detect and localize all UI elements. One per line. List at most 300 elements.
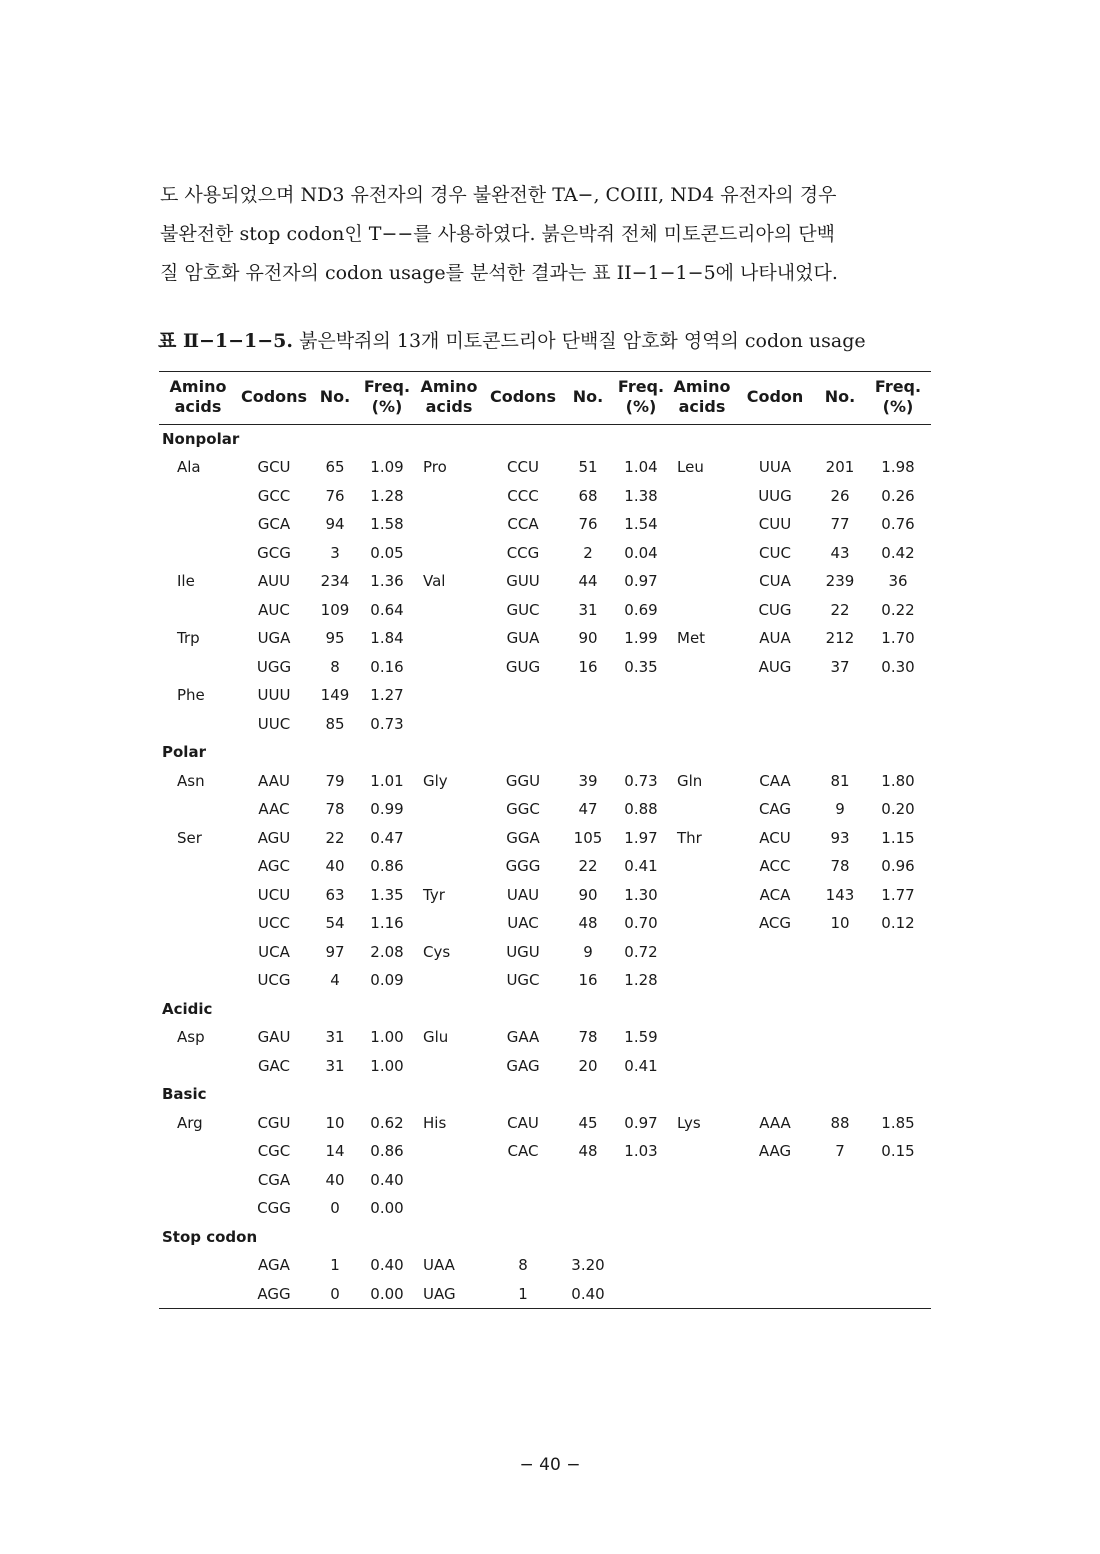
table-cell: 37 bbox=[830, 657, 850, 676]
table-cell bbox=[669, 966, 735, 995]
table-row bbox=[159, 596, 931, 625]
table-cell bbox=[415, 795, 483, 824]
table-cell bbox=[865, 938, 931, 967]
table-cell bbox=[483, 1194, 563, 1223]
category-label: Basic bbox=[162, 1085, 207, 1104]
table-cell: 1.28 bbox=[370, 486, 404, 505]
table-cell bbox=[483, 710, 563, 739]
table-row bbox=[159, 1052, 931, 1081]
table-cell: UAU bbox=[506, 885, 540, 904]
table-cell bbox=[865, 681, 931, 710]
table-cell bbox=[815, 966, 865, 995]
table-cell: 0.76 bbox=[881, 515, 915, 534]
table-cell: 1 bbox=[483, 1280, 563, 1309]
table-cell: UUC bbox=[257, 714, 291, 733]
table-cell bbox=[415, 510, 483, 539]
table-cell: 90 bbox=[578, 629, 598, 648]
table-cell: 1.00 bbox=[370, 1028, 404, 1047]
table-cell: 1 bbox=[330, 1256, 340, 1275]
table-cell: UUG bbox=[758, 486, 792, 505]
table-cell: AUC bbox=[258, 600, 290, 619]
table-cell: 8 bbox=[518, 1256, 528, 1275]
table-cell: 1.36 bbox=[370, 572, 404, 591]
table-cell bbox=[735, 1023, 815, 1052]
table-cell: 40 bbox=[325, 1170, 345, 1189]
table-cell: Asn bbox=[177, 771, 205, 790]
paragraph-line: 도 사용되었으며 ND3 유전자의 경우 불완전한 TA−, COIII, ND4 유전자의 경우 bbox=[160, 184, 837, 206]
table-cell: 1.38 bbox=[624, 486, 658, 505]
table-cell: 26 bbox=[830, 486, 850, 505]
table-cell bbox=[735, 1166, 815, 1195]
table-row bbox=[159, 539, 931, 568]
table-cell: 0.62 bbox=[370, 1113, 404, 1132]
table-cell bbox=[669, 510, 735, 539]
table-cell: 40 bbox=[325, 857, 345, 876]
table-cell: GCC bbox=[257, 486, 291, 505]
table-cell: 239 bbox=[825, 572, 855, 591]
table-cell: 1.77 bbox=[881, 885, 915, 904]
header-row bbox=[159, 372, 931, 425]
table-cell: 78 bbox=[325, 800, 345, 819]
category-label: Stop codon bbox=[162, 1227, 258, 1246]
table-cell: GAA bbox=[506, 1028, 540, 1047]
table-cell bbox=[563, 710, 613, 739]
table-cell: 65 bbox=[325, 458, 345, 477]
table-cell: AGU bbox=[257, 828, 291, 847]
table-cell bbox=[483, 681, 563, 710]
table-cell bbox=[159, 1166, 237, 1195]
table-cell: CAU bbox=[507, 1113, 539, 1132]
table-cell: 149 bbox=[320, 686, 350, 705]
table-cell: 76 bbox=[325, 486, 345, 505]
table-row bbox=[159, 567, 931, 596]
table-cell: GCG bbox=[257, 543, 291, 562]
table-row bbox=[159, 1166, 931, 1195]
table-cell: 47 bbox=[578, 800, 598, 819]
table-cell: CUA bbox=[759, 572, 791, 591]
table-cell: 85 bbox=[325, 714, 345, 733]
table-cell: UCU bbox=[257, 885, 291, 904]
table-cell: 9 bbox=[583, 942, 593, 961]
table-row bbox=[159, 624, 931, 653]
table-cell: GCU bbox=[257, 458, 291, 477]
table-cell bbox=[563, 1166, 613, 1195]
table-cell bbox=[159, 795, 237, 824]
table-cell bbox=[415, 624, 483, 653]
table-cell: Tyr bbox=[423, 885, 445, 904]
table-cell bbox=[415, 1137, 483, 1166]
table-cell: CGG bbox=[257, 1199, 291, 1218]
table-cell bbox=[613, 681, 669, 710]
table-cell: 4 bbox=[330, 971, 340, 990]
table-cell: GAC bbox=[257, 1056, 291, 1075]
table-cell: 0.69 bbox=[624, 600, 658, 619]
table-cell: 31 bbox=[578, 600, 598, 619]
table-cell bbox=[865, 1194, 931, 1223]
table-cell: GUC bbox=[506, 600, 540, 619]
table-cell: 76 bbox=[578, 515, 598, 534]
table-row bbox=[159, 1251, 931, 1280]
table-cell bbox=[415, 824, 483, 853]
table-cell bbox=[815, 1194, 865, 1223]
table-cell bbox=[159, 1137, 237, 1166]
table-cell bbox=[865, 966, 931, 995]
table-cell: ACG bbox=[758, 914, 792, 933]
table-cell: 0.97 bbox=[624, 1113, 658, 1132]
table-cell: 234 bbox=[320, 572, 350, 591]
table-cell bbox=[669, 710, 735, 739]
table-cell bbox=[669, 539, 735, 568]
table-cell: GAG bbox=[506, 1056, 540, 1075]
column-header: Amino acids bbox=[669, 372, 735, 425]
table-cell: 22 bbox=[325, 828, 345, 847]
table-row bbox=[159, 1280, 931, 1309]
table-cell: 0.88 bbox=[624, 800, 658, 819]
table-row bbox=[159, 653, 931, 682]
column-header: No. bbox=[311, 372, 359, 425]
table-cell bbox=[159, 510, 237, 539]
table-cell: 0.00 bbox=[359, 1280, 415, 1309]
table-cell: 3 bbox=[330, 543, 340, 562]
table-cell: Gln bbox=[677, 771, 703, 790]
table-cell bbox=[669, 567, 735, 596]
table-cell: 0.04 bbox=[624, 543, 658, 562]
table-cell bbox=[669, 1137, 735, 1166]
table-cell: Phe bbox=[177, 686, 205, 705]
table-cell: CUG bbox=[758, 600, 792, 619]
table-cell: 39 bbox=[578, 771, 598, 790]
table-cell: 0.86 bbox=[370, 1142, 404, 1161]
table-cell: UAA bbox=[423, 1256, 455, 1275]
table-cell: UGU bbox=[506, 942, 540, 961]
table-cell: 1.00 bbox=[370, 1056, 404, 1075]
table-cell: 0.70 bbox=[624, 914, 658, 933]
table-header bbox=[159, 372, 931, 425]
table-cell: GGU bbox=[505, 771, 541, 790]
table-cell bbox=[865, 1166, 931, 1195]
table-cell bbox=[735, 1052, 815, 1081]
table-cell: 0.20 bbox=[881, 800, 915, 819]
table-cell: 105 bbox=[573, 828, 603, 847]
table-cell: 0.72 bbox=[624, 942, 658, 961]
table-cell bbox=[865, 710, 931, 739]
table-cell: 0.41 bbox=[624, 1056, 658, 1075]
table-cell: 77 bbox=[830, 515, 850, 534]
table-cell bbox=[669, 482, 735, 511]
table-cell: 16 bbox=[578, 657, 598, 676]
table-cell: 22 bbox=[830, 600, 850, 619]
table-cell bbox=[735, 710, 815, 739]
table-cell: CGC bbox=[257, 1142, 291, 1161]
table-cell: 81 bbox=[830, 771, 850, 790]
table-cell: 44 bbox=[578, 572, 598, 591]
table-cell: UGC bbox=[506, 971, 540, 990]
table-cell: 0.41 bbox=[624, 857, 658, 876]
column-header: Codon bbox=[735, 372, 815, 425]
table-cell: 1.27 bbox=[370, 686, 404, 705]
table-cell bbox=[159, 852, 237, 881]
table-cell: 0.42 bbox=[881, 543, 915, 562]
table-cell bbox=[735, 681, 815, 710]
table-cell bbox=[415, 966, 483, 995]
table-cell: CAC bbox=[507, 1142, 539, 1161]
table-cell bbox=[735, 966, 815, 995]
table-cell: 43 bbox=[830, 543, 850, 562]
table-cell bbox=[159, 710, 237, 739]
table-cell: UUU bbox=[257, 686, 291, 705]
table-row bbox=[159, 681, 931, 710]
table-cell: 88 bbox=[830, 1113, 850, 1132]
column-header: Amino acids bbox=[159, 372, 237, 425]
table-cell: His bbox=[423, 1113, 447, 1132]
table-row bbox=[159, 482, 931, 511]
caption-label: 표 Ⅱ−1−1−5. bbox=[158, 330, 294, 352]
table-cell: 1.98 bbox=[881, 458, 915, 477]
table-cell: 68 bbox=[578, 486, 598, 505]
table-cell bbox=[669, 1052, 735, 1081]
table-row bbox=[159, 1109, 931, 1138]
table-cell: GUG bbox=[505, 657, 541, 676]
table-cell bbox=[815, 710, 865, 739]
table-cell: 9 bbox=[835, 800, 845, 819]
table-cell: 3.20 bbox=[571, 1256, 605, 1275]
table-cell bbox=[815, 1251, 865, 1280]
table-cell bbox=[669, 795, 735, 824]
table-cell bbox=[865, 1251, 931, 1280]
table-cell: 20 bbox=[578, 1056, 598, 1075]
table-cell bbox=[415, 482, 483, 511]
table-cell: 0 bbox=[330, 1199, 340, 1218]
table-row bbox=[159, 1137, 931, 1166]
table-cell bbox=[815, 1280, 865, 1309]
table-cell: Met bbox=[677, 629, 706, 648]
table-row bbox=[159, 795, 931, 824]
table-cell: GGC bbox=[506, 800, 540, 819]
table-cell: 1.01 bbox=[370, 771, 404, 790]
table-cell: 1.35 bbox=[370, 885, 404, 904]
table-cell: 94 bbox=[325, 515, 345, 534]
table-cell: 48 bbox=[578, 914, 598, 933]
table-cell: 1.16 bbox=[370, 914, 404, 933]
table-cell bbox=[415, 1052, 483, 1081]
table-cell: 0.86 bbox=[370, 857, 404, 876]
category-row bbox=[159, 1080, 931, 1109]
table-cell: 1.28 bbox=[624, 971, 658, 990]
table-cell: GGG bbox=[505, 857, 541, 876]
table-cell: 1.15 bbox=[881, 828, 915, 847]
table-cell: 10 bbox=[830, 914, 850, 933]
table-cell: 31 bbox=[325, 1056, 345, 1075]
table-cell: 45 bbox=[578, 1113, 598, 1132]
table-cell: 79 bbox=[325, 771, 345, 790]
table-cell: 1.70 bbox=[881, 629, 915, 648]
table-cell: AAU bbox=[258, 771, 290, 790]
table-cell: 1.85 bbox=[881, 1113, 915, 1132]
table-cell: AGG bbox=[237, 1280, 311, 1309]
category-row bbox=[159, 995, 931, 1024]
category-row bbox=[159, 1223, 931, 1252]
table-cell bbox=[159, 653, 237, 682]
table-cell bbox=[563, 1194, 613, 1223]
category-row bbox=[159, 738, 931, 767]
table-cell: 2.08 bbox=[370, 942, 404, 961]
table-cell bbox=[669, 1280, 735, 1309]
table-cell bbox=[159, 1194, 237, 1223]
table-cell: 1.99 bbox=[624, 629, 658, 648]
table-caption bbox=[158, 326, 938, 353]
table-cell: Arg bbox=[177, 1113, 203, 1132]
table-cell: 0.99 bbox=[370, 800, 404, 819]
table-cell: 1.54 bbox=[624, 515, 658, 534]
table-cell: 1.84 bbox=[370, 629, 404, 648]
table-cell: UCA bbox=[258, 942, 290, 961]
table-row bbox=[159, 966, 931, 995]
table-cell: 36 bbox=[888, 572, 908, 591]
table-cell bbox=[613, 1194, 669, 1223]
table-cell: Thr bbox=[677, 828, 702, 847]
table-cell bbox=[613, 1166, 669, 1195]
table-cell bbox=[563, 681, 613, 710]
table-cell: ACA bbox=[759, 885, 791, 904]
table-cell: 0.64 bbox=[370, 600, 404, 619]
table-cell: 1.58 bbox=[370, 515, 404, 534]
table-cell bbox=[865, 1280, 931, 1309]
table-cell: 1.80 bbox=[881, 771, 915, 790]
table-cell bbox=[865, 1023, 931, 1052]
table-cell: 1.03 bbox=[624, 1142, 658, 1161]
table-cell: 1.97 bbox=[624, 828, 658, 847]
table-cell: 0.15 bbox=[881, 1142, 915, 1161]
table-cell: 97 bbox=[325, 942, 345, 961]
table-cell: 1.30 bbox=[624, 885, 658, 904]
caption-text: 붉은박쥐의 13개 미토콘드리아 단백질 암호화 영역의 codon usage bbox=[293, 330, 866, 352]
table-cell: 0.09 bbox=[370, 971, 404, 990]
table-cell: Val bbox=[423, 572, 446, 591]
column-header: Freq. (%) bbox=[359, 372, 415, 425]
table-cell: CCA bbox=[507, 515, 539, 534]
table-cell: 0.05 bbox=[370, 543, 404, 562]
body-paragraph bbox=[160, 176, 942, 293]
table-cell: 0.00 bbox=[370, 1199, 404, 1218]
table-cell bbox=[669, 1166, 735, 1195]
table-cell: Lys bbox=[677, 1113, 701, 1132]
table-cell: AUU bbox=[257, 572, 291, 591]
table-cell: Cys bbox=[423, 942, 451, 961]
table-cell bbox=[415, 596, 483, 625]
table-row bbox=[159, 824, 931, 853]
table-cell: AUA bbox=[759, 629, 791, 648]
table-cell: Pro bbox=[423, 458, 447, 477]
table-cell bbox=[415, 539, 483, 568]
category-label: Acidic bbox=[162, 999, 213, 1018]
table-row bbox=[159, 510, 931, 539]
table-row bbox=[159, 938, 931, 967]
table-cell bbox=[865, 1052, 931, 1081]
column-header: Codons bbox=[483, 372, 563, 425]
table-cell bbox=[735, 1280, 815, 1309]
paragraph-line: 불완전한 stop codon인 T−−를 사용하였다. 붉은박쥐 전체 미토콘드리아의 단백 bbox=[160, 223, 835, 245]
table-cell bbox=[669, 881, 735, 910]
table-cell: CAA bbox=[759, 771, 791, 790]
table-cell: 0.12 bbox=[881, 914, 915, 933]
column-header: Amino acids bbox=[415, 372, 483, 425]
column-header: Freq. (%) bbox=[613, 372, 669, 425]
table-cell: 78 bbox=[830, 857, 850, 876]
table-cell bbox=[815, 681, 865, 710]
table-cell: CUC bbox=[759, 543, 791, 562]
table-cell bbox=[613, 710, 669, 739]
column-header: Freq. (%) bbox=[865, 372, 931, 425]
table-cell bbox=[159, 966, 237, 995]
table-cell bbox=[415, 1166, 483, 1195]
table-cell: AUG bbox=[758, 657, 792, 676]
table-cell bbox=[669, 909, 735, 938]
table-cell: AAA bbox=[759, 1113, 791, 1132]
table-cell: 0.40 bbox=[370, 1170, 404, 1189]
table-cell: CGA bbox=[257, 1170, 291, 1189]
table-cell: Glu bbox=[423, 1028, 449, 1047]
table-cell: 16 bbox=[578, 971, 598, 990]
table-cell: 31 bbox=[325, 1028, 345, 1047]
table-cell: Ile bbox=[177, 572, 195, 591]
table-cell: 90 bbox=[578, 885, 598, 904]
table-cell: ACU bbox=[759, 828, 791, 847]
table-cell: 10 bbox=[325, 1113, 345, 1132]
table-cell: CAG bbox=[758, 800, 792, 819]
table-cell: Trp bbox=[177, 629, 200, 648]
page-number: − 40 − bbox=[519, 1455, 581, 1475]
table-cell: 54 bbox=[325, 914, 345, 933]
table-cell bbox=[415, 852, 483, 881]
table-cell bbox=[669, 653, 735, 682]
table-cell: 0.22 bbox=[881, 600, 915, 619]
table-cell: CCU bbox=[507, 458, 539, 477]
column-header: No. bbox=[563, 372, 613, 425]
table-cell: 0.40 bbox=[370, 1256, 404, 1275]
table-cell bbox=[735, 1251, 815, 1280]
table-cell: 0.73 bbox=[370, 714, 404, 733]
table-cell: 0.47 bbox=[370, 828, 404, 847]
table-cell bbox=[669, 1023, 735, 1052]
column-header: No. bbox=[815, 372, 865, 425]
table-cell bbox=[815, 1052, 865, 1081]
table-cell: 63 bbox=[325, 885, 345, 904]
table-cell: UCC bbox=[258, 914, 290, 933]
column-header: Codons bbox=[237, 372, 311, 425]
table-row bbox=[159, 1194, 931, 1223]
table-cell: Ser bbox=[177, 828, 202, 847]
table-cell: CGU bbox=[257, 1113, 291, 1132]
table-cell: 0.73 bbox=[624, 771, 658, 790]
table-cell bbox=[415, 1194, 483, 1223]
table-cell bbox=[613, 1280, 669, 1309]
table-cell: 143 bbox=[825, 885, 855, 904]
table-cell: 14 bbox=[325, 1142, 345, 1161]
table-cell bbox=[669, 1251, 735, 1280]
table-cell: ACC bbox=[759, 857, 791, 876]
category-label: Polar bbox=[162, 743, 206, 762]
table-cell: 109 bbox=[320, 600, 350, 619]
table-cell: 0.40 bbox=[563, 1280, 613, 1309]
table-cell: AAC bbox=[258, 800, 290, 819]
table-cell bbox=[159, 1052, 237, 1081]
table-cell bbox=[815, 1023, 865, 1052]
table-cell bbox=[669, 852, 735, 881]
table-cell: Gly bbox=[423, 771, 448, 790]
table-cell bbox=[669, 938, 735, 967]
table-cell: AGC bbox=[257, 857, 291, 876]
table-cell bbox=[415, 653, 483, 682]
